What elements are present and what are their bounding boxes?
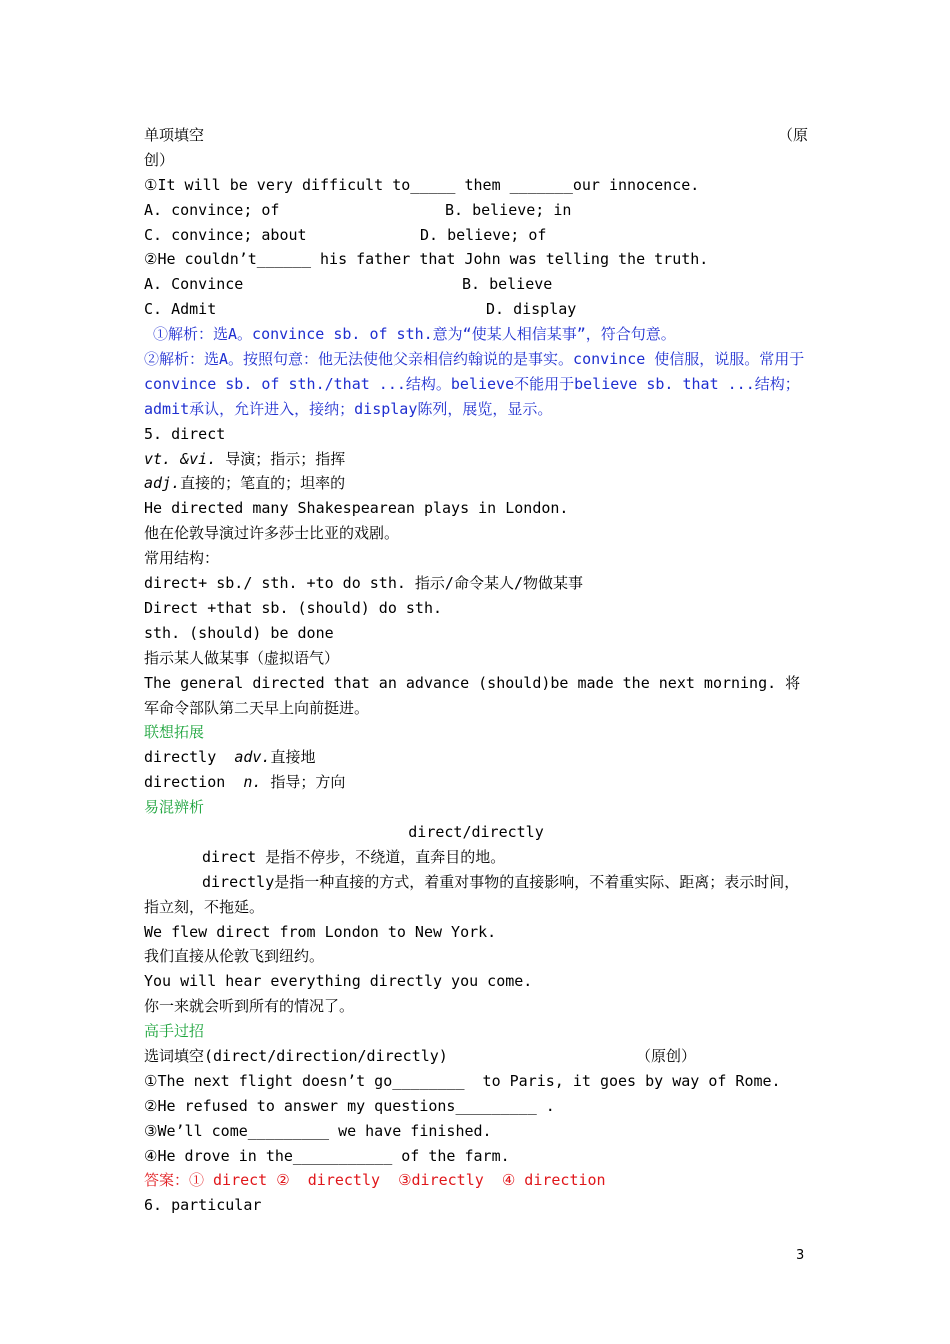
exercise-item: ②He refused to answer my questions_________ . xyxy=(144,1096,555,1115)
comparison-title: direct/directly xyxy=(408,822,544,841)
word: direction xyxy=(144,773,244,792)
source-note: （原 xyxy=(777,126,808,144)
entry-heading: 5. direct xyxy=(144,424,226,443)
structure-item: direct+ sb./ sth. +to do sth. 指示/命令某人/物做某事 xyxy=(144,574,583,593)
exercise-item: ①The next flight doesn’t go________ to Paris, it goes by way of Rome. xyxy=(144,1071,781,1090)
options-row xyxy=(144,223,808,248)
option-b: B. believe; in xyxy=(445,200,572,219)
options-row xyxy=(144,272,808,297)
structure-note: 指示某人做某事（虚拟语气） xyxy=(144,648,340,667)
exercise-heading: 选词填空(direct/direction/directly) xyxy=(144,1047,448,1065)
example-sentence: We flew direct from London to New York. xyxy=(144,922,497,941)
example-translation: 我们直接从伦敦飞到纽约。 xyxy=(144,947,325,966)
related-word xyxy=(144,745,808,770)
word: directly xyxy=(144,748,235,767)
subsection-heading: 易混辨析 xyxy=(144,798,205,817)
comparison-point: direct 是指不停步，不绕道，直奔目的地。 xyxy=(202,847,506,866)
meaning: 指导；方向 xyxy=(261,773,346,792)
section-heading: 单项填空 xyxy=(144,126,205,144)
pos-label: vt. &vi. xyxy=(144,449,217,468)
related-word xyxy=(144,770,808,795)
definition-verb xyxy=(144,447,808,472)
explanation-1: ①解析：选A。convince sb. of sth.意为“使某人相信某事”，符合句意。 xyxy=(144,325,676,344)
subsection-heading: 联想拓展 xyxy=(144,723,205,742)
structure-item: sth. (should) be done xyxy=(144,623,334,642)
section-heading-row xyxy=(144,123,808,148)
explanation-2: ②解析：选A。按照句意：他无法使他父亲相信约翰说的是事实。convince 使信服，说服。常用于convince sb. of sth./that ...结构。believe不能用于believe sb. that ...结构；admit承认，允许进入，接纳；display陈列，展览，显示。 xyxy=(144,350,805,418)
option-d: D. believe; of xyxy=(420,225,547,244)
option-a: A. convince; of xyxy=(144,200,280,219)
example-sentence: He directed many Shakespearean plays in London. xyxy=(144,499,569,518)
source-note-cont: 创） xyxy=(144,150,175,169)
structure-heading: 常用结构： xyxy=(144,549,220,568)
exercise-heading-row xyxy=(144,1044,808,1069)
option-c: C. convince; about xyxy=(144,225,307,244)
subsection-heading: 高手过招 xyxy=(144,1022,205,1041)
definition-text: 直接的；笔直的；坦率的 xyxy=(180,474,346,493)
option-a: A. Convince xyxy=(144,275,244,294)
exercise-item: ④He drove in the___________ of the farm. xyxy=(144,1146,510,1165)
example-sentence: The general directed that an advance (should)be made the next morning. 将军命令部队第二天早上向前挺进。 xyxy=(144,673,801,717)
definition-text: 导演；指示；指挥 xyxy=(216,449,346,468)
options-row xyxy=(144,297,808,322)
example-translation: 他在伦敦导演过许多莎士比亚的戏剧。 xyxy=(144,524,400,543)
pos-label: adv. xyxy=(234,748,271,767)
entry-heading: 6. particular xyxy=(144,1196,262,1215)
document-body xyxy=(144,123,808,1218)
option-b: B. believe xyxy=(462,275,553,294)
structure-item: Direct +that sb. (should) do sth. xyxy=(144,598,443,617)
example-translation: 你一来就会听到所有的情况了。 xyxy=(144,997,355,1016)
answer-key: 答案：① direct ② directly ③directly ④ direction xyxy=(144,1171,606,1190)
pos-label: n. xyxy=(243,773,262,792)
question-1: ①It will be very difficult to_____ them _______our innocence. xyxy=(144,175,700,194)
example-sentence: You will hear everything directly you come. xyxy=(144,972,533,991)
page-number: 3 xyxy=(796,1248,805,1263)
option-c: C. Admit xyxy=(144,300,217,319)
pos-label: adj. xyxy=(144,474,181,493)
source-note: （原创） xyxy=(636,1047,697,1065)
options-row xyxy=(144,198,808,223)
question-2: ②He couldn’t______ his father that John was telling the truth. xyxy=(144,250,709,269)
exercise-item: ③We’ll come_________ we have finished. xyxy=(144,1121,492,1140)
meaning: 直接地 xyxy=(270,748,316,767)
definition-adj xyxy=(144,471,808,496)
option-d: D. display xyxy=(486,300,577,319)
comparison-point: directly是指一种直接的方式，着重对事物的直接影响，不着重实际、距离；表示时间，指立刻，不拖延。 xyxy=(144,872,800,916)
